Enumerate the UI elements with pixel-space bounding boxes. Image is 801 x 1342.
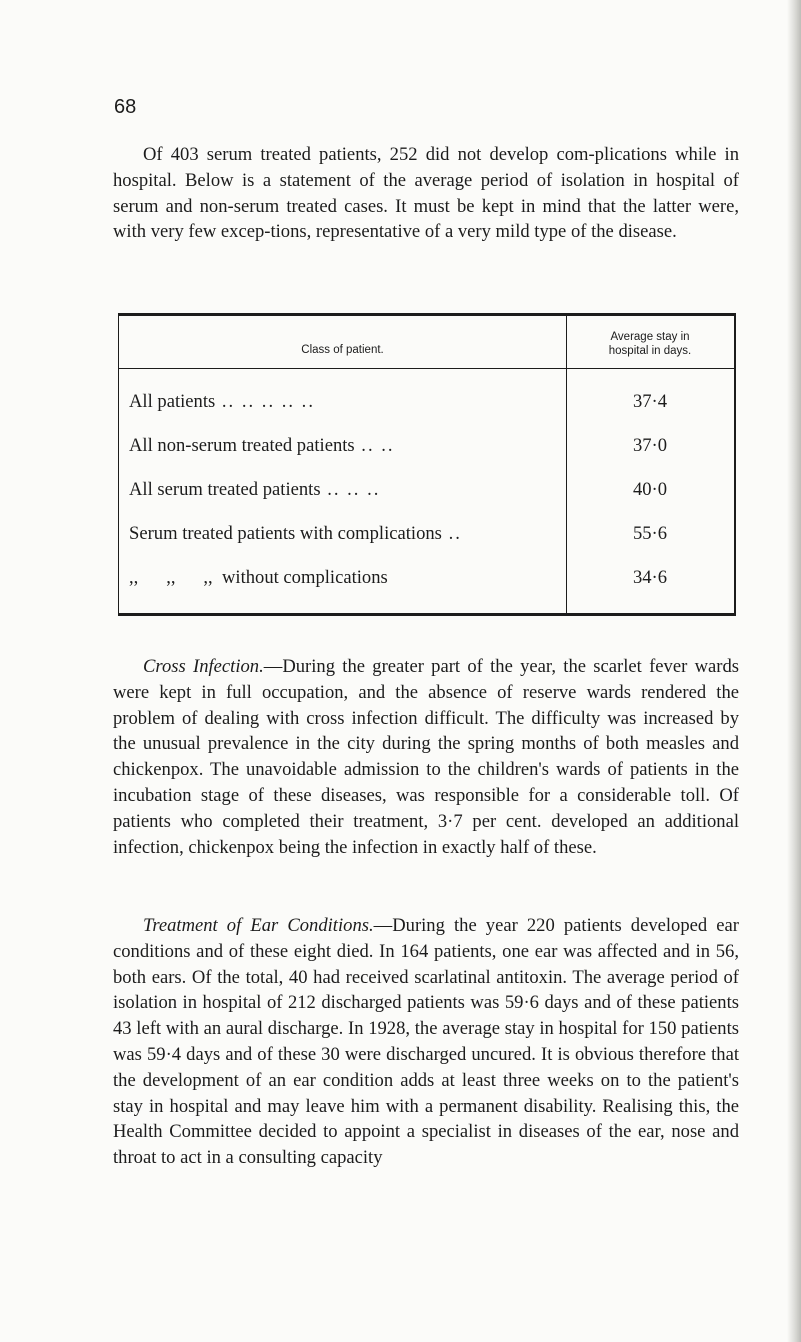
- average-stay-table: [118, 313, 736, 616]
- row-label: All non-serum treated patients .. ..: [129, 435, 395, 456]
- table-row: [119, 472, 734, 507]
- cross-infection-paragraph: [113, 654, 739, 860]
- row-value: 34·6: [632, 567, 668, 588]
- row-value: 37·4: [632, 391, 668, 412]
- row-label: ,, ,, ,, without complications: [129, 567, 388, 588]
- table-row: [119, 384, 734, 419]
- column-header-stay: [566, 330, 734, 358]
- table-row: [119, 560, 734, 595]
- row-label: Serum treated patients with complications ..: [129, 523, 462, 544]
- header-rule: [119, 368, 734, 369]
- table-row: [119, 516, 734, 551]
- ear-conditions-heading: Treatment of Ear Conditions.: [143, 915, 374, 936]
- cross-infection-text: —During the greater part of the year, the scarlet fever wards were kept in full occupation, and the absence of reserve wards rendered the problem of dealing with cross infection difficult. The difficulty was increased by the unusual prevalence in the city during the spring months of both measles and chickenpox. The unavoidable admission to the children's wards of patients in the incubation stage of these diseases, was responsible for a considerable toll. Of patients who completed their treatment, 3·7 per cent. developed an additional infection, chickenpox being the infection in exactly half of these.: [113, 656, 739, 858]
- intro-paragraph: Of 403 serum treated patients, 252 did not develop com-plications while in hospital. Below is a statement of the average period of isolation in hospital of serum and non-serum treated cases. It must be kept in mind that the latter were, with very few excep-tions, representative of a very mild type of the disease.: [113, 144, 739, 243]
- ear-conditions-text: —During the year 220 patients developed ear conditions and of these eight died. In 164 patients, one ear was affected and in 56, both ears. Of the total, 40 had received scarlatinal antitoxin. The average period of isolation in hospital of 212 discharged patients was 59·6 days and of these patients 43 left with an aural discharge. In 1928, the average stay in hospital for 150 patients was 59·4 days and of these 30 were discharged uncured. It is obvious therefore that the development of an ear condition adds at least three weeks on to the patient's stay in hospital and may leave him with a permanent disability. Realising this, the Health Committee decided to appoint a specialist in diseases of the ear, nose and throat to act in a consulting capacity: [113, 915, 739, 1169]
- row-label: All serum treated patients .. .. ..: [129, 479, 381, 500]
- cross-infection-heading: Cross Infection.: [143, 656, 264, 677]
- page-number: 68: [114, 96, 137, 118]
- table-row: [119, 428, 734, 463]
- row-value: 37·0: [632, 435, 668, 456]
- page-edge-shadow: [787, 0, 801, 1342]
- row-label: All patients .. .. .. .. ..: [129, 391, 315, 412]
- row-value: 40·0: [632, 479, 668, 500]
- row-value: 55·6: [632, 523, 668, 544]
- column-header-stay-line1: Average stay in: [610, 331, 690, 343]
- ear-conditions-paragraph: [113, 913, 739, 1171]
- column-header-class: Class of patient.: [301, 344, 384, 356]
- column-header-stay-line2: hospital in days.: [608, 345, 692, 357]
